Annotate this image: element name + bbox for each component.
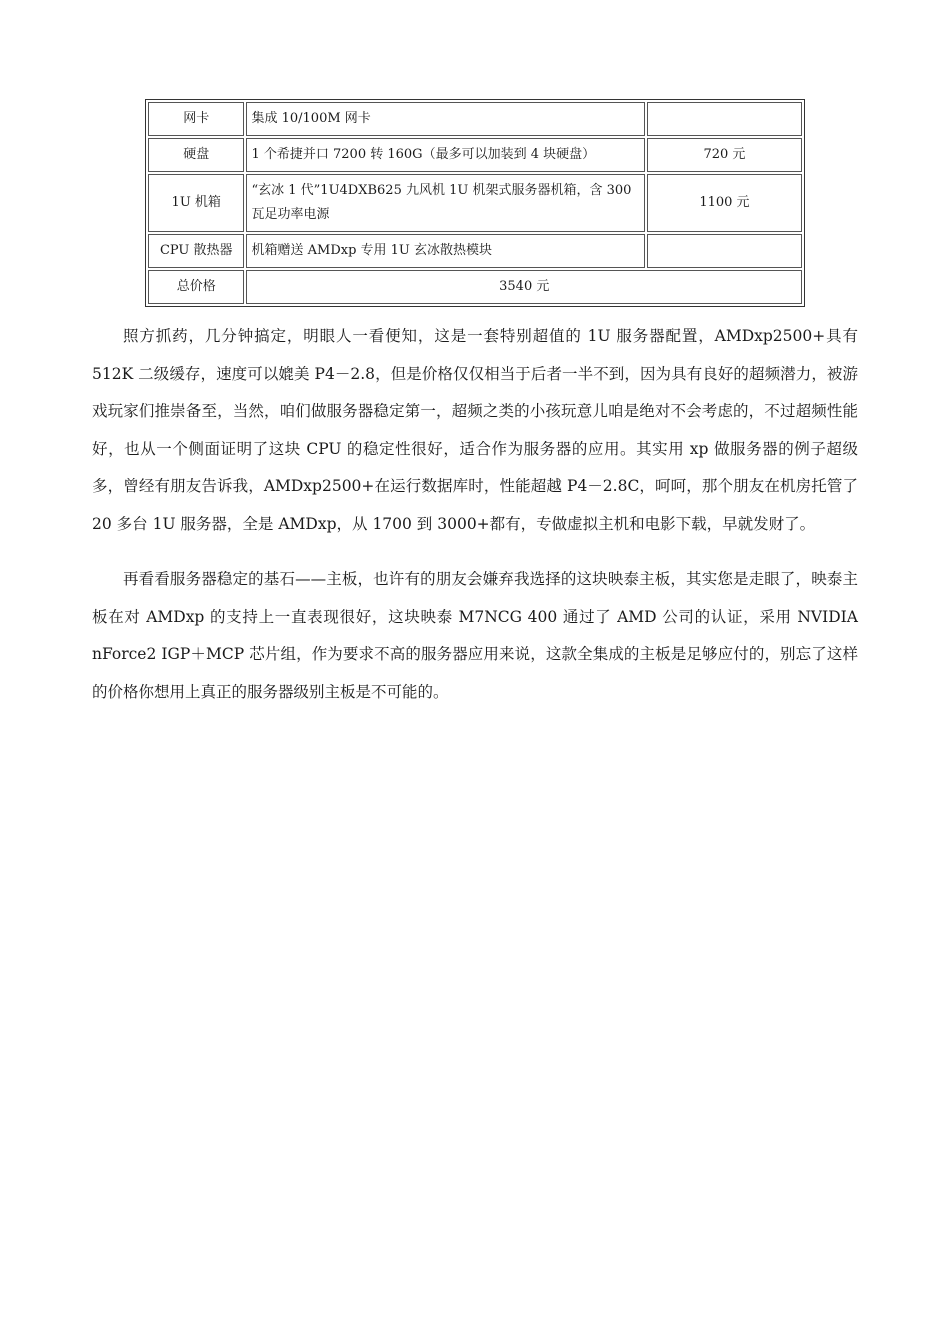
row-description: 机箱赠送 AMDxp 专用 1U 玄冰散热模块 — [246, 234, 644, 268]
table-row-cpu-cooler — [148, 234, 802, 268]
row-label: 硬盘 — [148, 138, 244, 172]
table-row-hdd — [148, 138, 802, 172]
row-label: 1U 机箱 — [148, 174, 244, 232]
row-description: “玄冰 1 代”1U4DXB625 九风机 1U 机架式服务器机箱，含 300 瓦足功率电源 — [246, 174, 644, 232]
server-config-table — [145, 99, 805, 307]
row-label: 网卡 — [148, 102, 244, 136]
table-row-total — [148, 270, 802, 304]
row-description: 集成 10/100M 网卡 — [246, 102, 644, 136]
total-label: 总价格 — [148, 270, 244, 304]
row-price: 720 元 — [647, 138, 802, 172]
row-price: 1100 元 — [647, 174, 802, 232]
article-paragraph: 照方抓药，几分钟搞定，明眼人一看便知，这是一套特别超值的 1U 服务器配置，AMDxp2500+具有 512K 二级缓存，速度可以媲美 P4－2.8，但是价格仅仅相当于后者一半不到，因为具有良好的超频潜力，被游戏玩家们推崇备至，当然，咱们做服务器稳定第一，超频之类的小孩玩意儿咱是绝对不会考虑的，不过超频性能好，也从一个侧面证明了这块 CPU 的稳定性很好，适合作为服务器的应用。其实用 xp 做服务器的例子超级多，曾经有朋友告诉我，AMDxp2500+在运行数据库时，性能超越 P4－2.8C，呵呵，那个朋友在机房托管了 20 多台 1U 服务器，全是 AMDxp，从 1700 到 3000+都有，专做虚拟主机和电影下载，早就发财了。 — [92, 327, 858, 533]
table-row-nic — [148, 102, 802, 136]
row-description: 1 个希捷并口 7200 转 160G（最多可以加装到 4 块硬盘） — [246, 138, 644, 172]
row-price — [647, 102, 802, 136]
table-row-chassis — [148, 174, 802, 232]
row-label: CPU 散热器 — [148, 234, 244, 268]
total-value: 3540 元 — [246, 270, 802, 304]
row-price — [647, 234, 802, 268]
article-paragraph: 再看看服务器稳定的基石——主板，也许有的朋友会嫌弃我选择的这块映泰主板，其实您是走眼了，映泰主板在对 AMDxp 的支持上一直表现很好，这块映泰 M7NCG 400 通过了 AMD 公司的认证，采用 NVIDIA nForce2 IGP＋MCP 芯片组，作为要求不高的服务器应用来说，这款全集成的主板是足够应付的，别忘了这样的价格你想用上真正的服务器级别主板是不可能的。 — [92, 570, 858, 701]
article-body — [92, 318, 858, 729]
